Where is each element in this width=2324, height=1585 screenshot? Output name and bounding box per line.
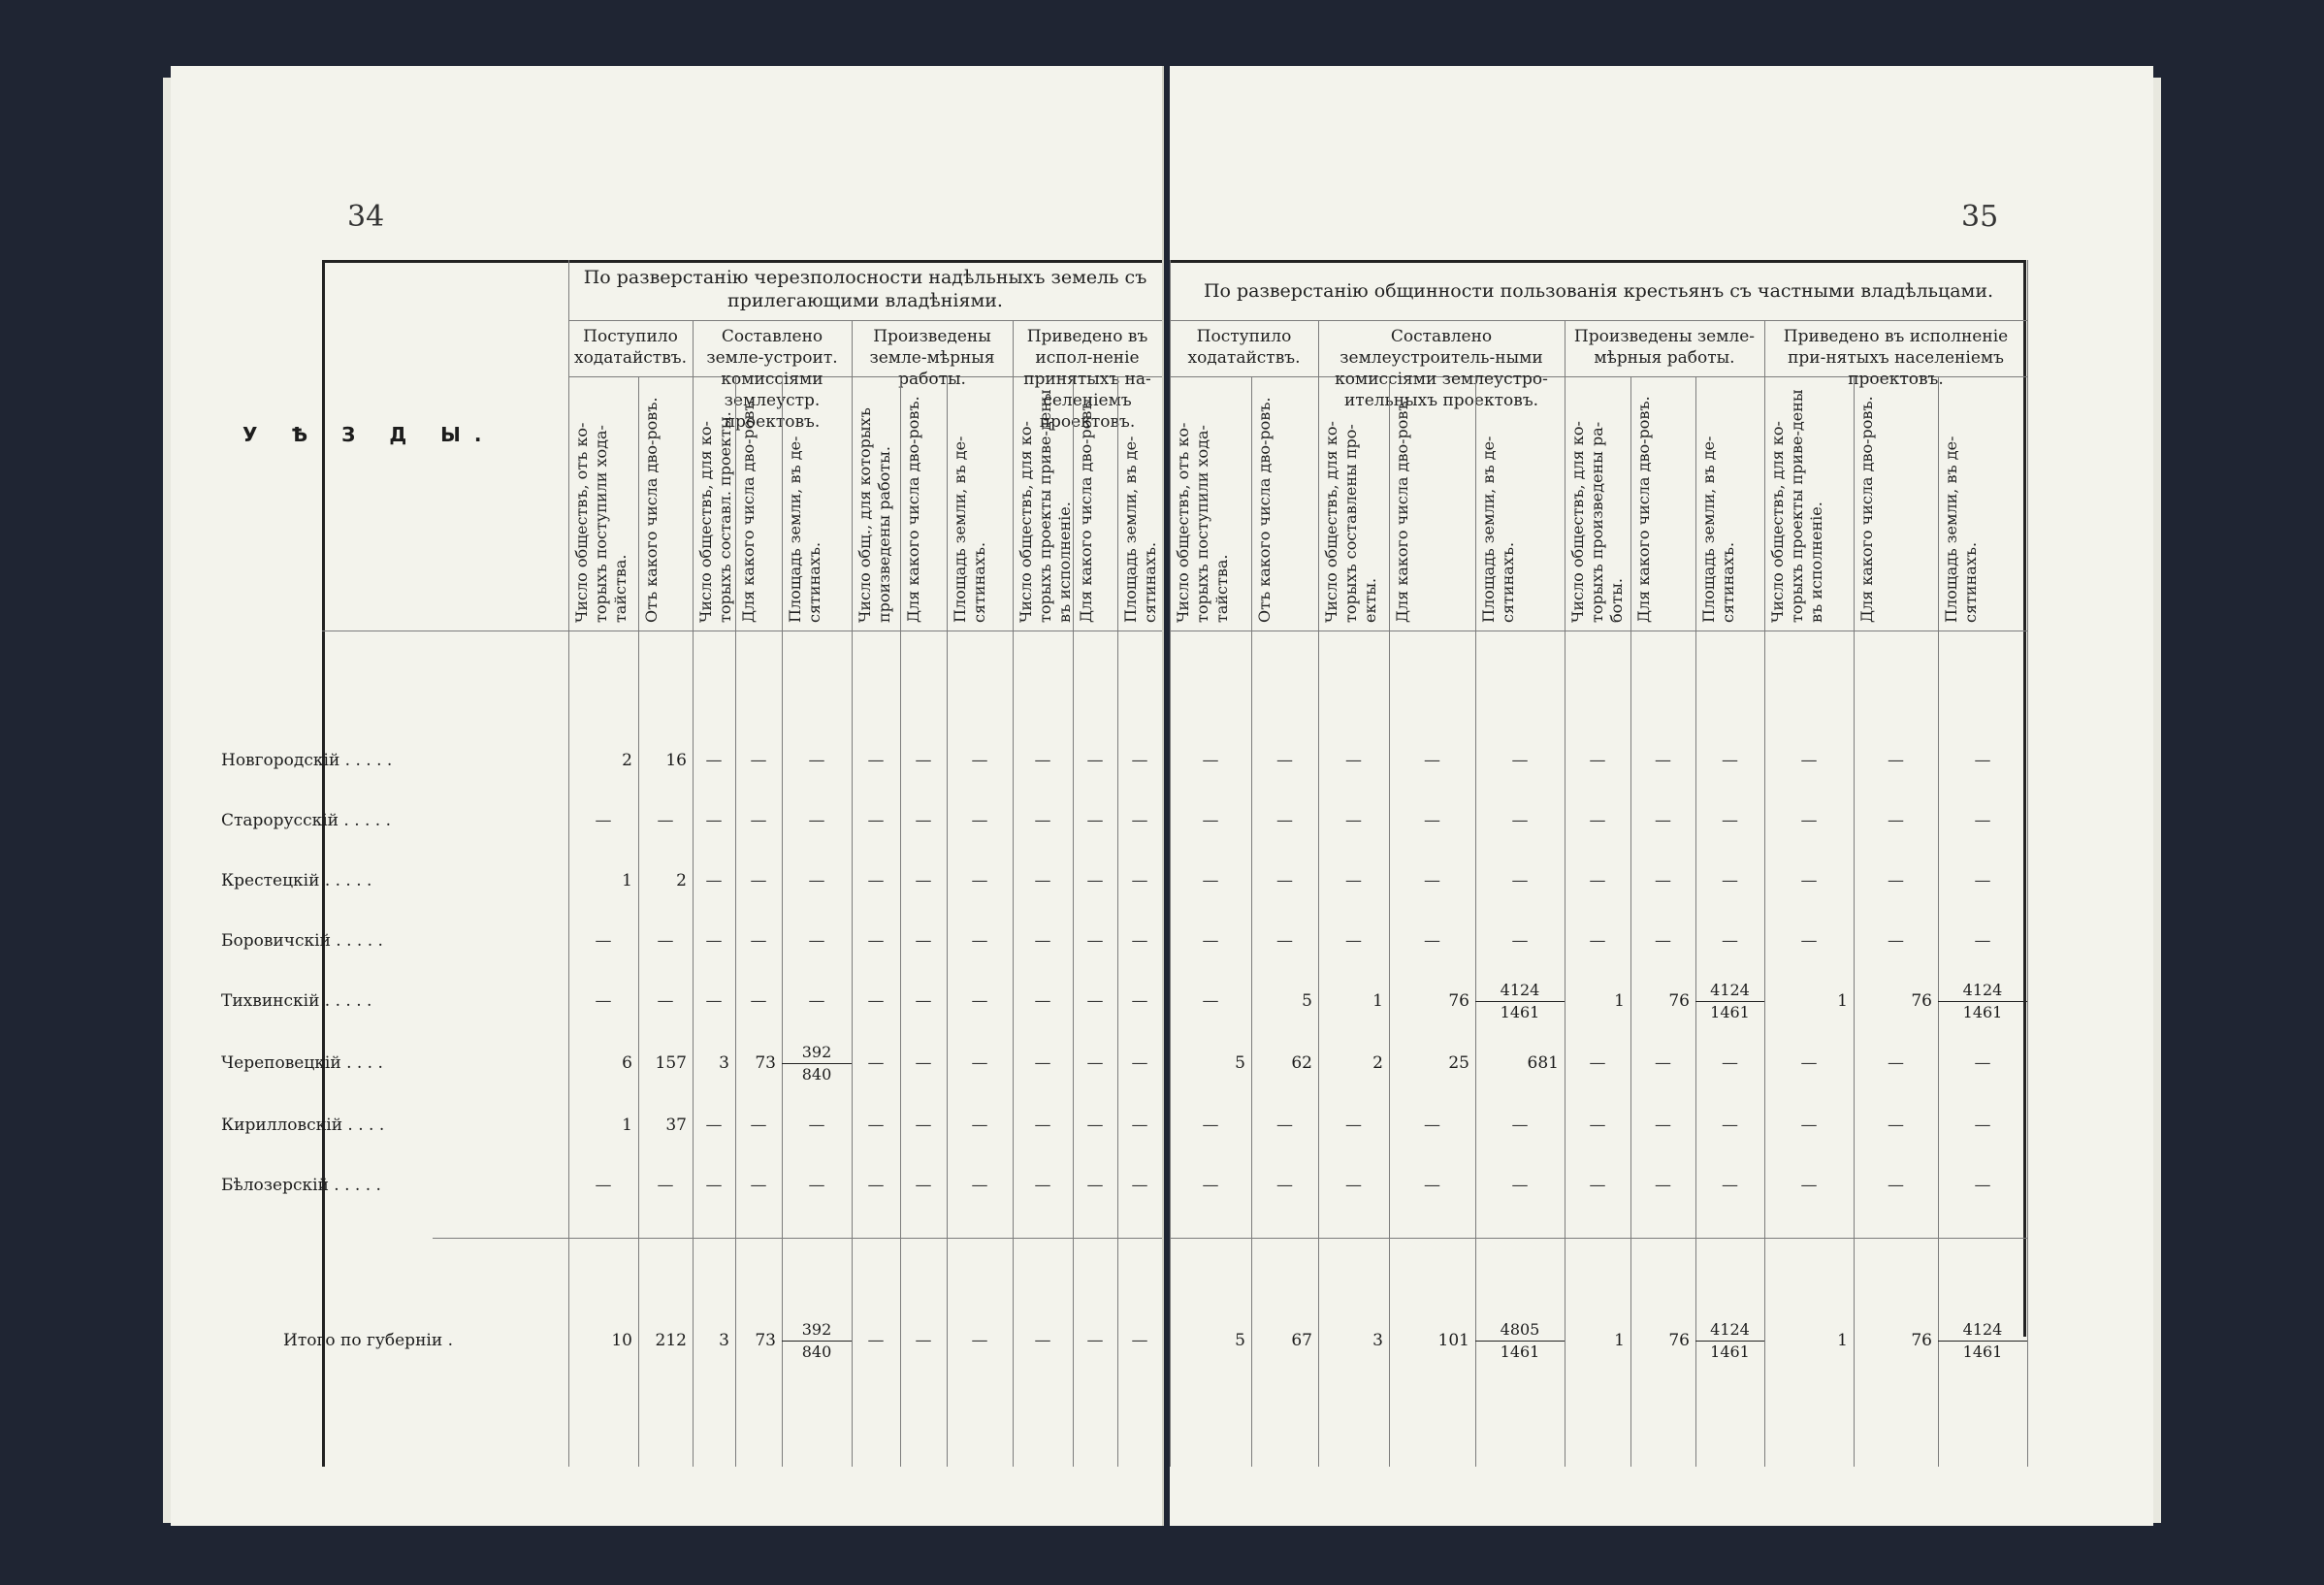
table-cell: — — [1131, 1176, 1148, 1195]
total-row-name: Итого по губерніи . — [283, 1331, 453, 1350]
table-cell: — — [915, 811, 932, 830]
table-cell: — — [750, 931, 767, 951]
column-heading-5: Площадь земли, въ де-сятинахъ. — [1479, 436, 1517, 623]
table-cell: 25 — [1448, 1053, 1469, 1073]
table-cell: — — [1800, 1176, 1818, 1195]
table-cell: — — [1722, 931, 1738, 951]
table-cell: — — [867, 811, 885, 830]
table-cell — [1695, 980, 1764, 1023]
table-cell: — — [1276, 931, 1293, 951]
right-table — [1170, 66, 2153, 1526]
table-cell: — — [750, 871, 767, 890]
table-top-rule — [1170, 260, 2023, 263]
table-cell: — — [1722, 1176, 1738, 1195]
table-cell: — — [1722, 751, 1738, 770]
table-cell: — — [867, 871, 885, 890]
table-cell: — — [1131, 931, 1148, 951]
table-cell: — — [915, 1053, 932, 1073]
total-cell: 5 — [1235, 1331, 1245, 1350]
table-cell: — — [971, 931, 988, 951]
column-rule — [1251, 376, 1252, 1467]
table-cell: — — [750, 811, 767, 830]
table-cell: — — [808, 1176, 825, 1195]
total-cell: 3 — [1372, 1331, 1383, 1350]
table-cell: — — [1589, 751, 1606, 770]
table-cell: 1 — [622, 871, 632, 890]
column-heading-10: Для какого числа дво-ровъ. — [1857, 396, 1876, 623]
table-cell: — — [971, 1116, 988, 1135]
total-cell: — — [867, 1331, 885, 1350]
table-cell: — — [808, 811, 825, 830]
group-heading-1: Поступило ходатайствъ. — [573, 327, 687, 368]
column-heading-3: Число обществъ, для ко-торыхъ составлены про-екты. — [1322, 421, 1379, 623]
table-cell: — — [1974, 811, 1991, 830]
table-cell: — — [705, 991, 723, 1011]
column-heading-11: Площадь земли, въ де-сятинахъ. — [1942, 436, 1980, 623]
table-cell: — — [1202, 811, 1219, 830]
table-cell: 3 — [719, 1053, 729, 1073]
table-cell: — — [1424, 811, 1440, 830]
table-cell: — — [1655, 811, 1671, 830]
table-cell: — — [1655, 1053, 1671, 1073]
table-cell: — — [1086, 1053, 1104, 1073]
table-cell: 1 — [622, 1116, 632, 1135]
table-cell: 37 — [665, 1116, 687, 1135]
column-heading-2: Отъ какого числа дво-ровъ. — [642, 397, 661, 623]
column-rule — [900, 376, 901, 1467]
table-cell: — — [1202, 991, 1219, 1011]
column-heading-10: Для какого числа дво-ровъ. — [1077, 396, 1095, 623]
table-cell: 76 — [1448, 991, 1469, 1011]
table-cell: — — [1034, 931, 1051, 951]
column-rule — [735, 376, 736, 1467]
table-cell: — — [1722, 1053, 1738, 1073]
total-cell: 3 — [719, 1331, 729, 1350]
total-cell — [782, 1319, 852, 1363]
total-cell: 67 — [1291, 1331, 1312, 1350]
right-page — [1170, 66, 2153, 1526]
table-cell: — — [1202, 1116, 1219, 1135]
row-name: Бѣлозерскій . . . . . — [221, 1176, 381, 1195]
table-cell: — — [750, 991, 767, 1011]
section-title: По разверстанію черезполосности надѣльныхъ земель съ прилегающими владѣніями. — [583, 267, 1147, 311]
table-cell: — — [1888, 811, 1904, 830]
column-rule — [1318, 376, 1319, 1467]
table-cell: — — [1034, 1053, 1051, 1073]
table-cell: — — [1888, 751, 1904, 770]
table-cell: 681 — [1527, 1053, 1559, 1073]
table-cell: — — [971, 871, 988, 890]
table-cell: 157 — [655, 1053, 687, 1073]
table-cell: — — [867, 991, 885, 1011]
column-heading-4: Для какого числа дво-ровъ. — [739, 396, 758, 623]
table-cell: 62 — [1291, 1053, 1312, 1073]
column-rule — [782, 376, 783, 1467]
column-rule — [1389, 376, 1390, 1467]
group-heading-2: Составлено землеустроитель-ными комиссіями землеустро-ительныхъ проектовъ. — [1335, 327, 1548, 410]
table-cell: — — [657, 931, 674, 951]
table-cell — [1938, 980, 2027, 1023]
table-cell: — — [971, 991, 988, 1011]
table-cell: — — [1424, 1176, 1440, 1195]
table-cell: — — [808, 871, 825, 890]
table-cell: — — [657, 1176, 674, 1195]
table-cell: — — [1131, 811, 1148, 830]
table-cell: — — [808, 991, 825, 1011]
total-cell — [1695, 1319, 1764, 1363]
table-cell: — — [1131, 991, 1148, 1011]
table-cell: — — [1131, 871, 1148, 890]
column-heading-7: Для какого числа дво-ровъ. — [904, 396, 922, 623]
table-cell: — — [1589, 1176, 1606, 1195]
total-cell: 212 — [655, 1331, 687, 1350]
table-cell: — — [1800, 931, 1818, 951]
table-cell: — — [1276, 751, 1293, 770]
table-cell: — — [1589, 811, 1606, 830]
table-cell: — — [1888, 1176, 1904, 1195]
total-cell — [1938, 1319, 2027, 1363]
total-cell: — — [971, 1331, 988, 1350]
table-cell: — — [595, 931, 612, 951]
table-cell: — — [1034, 1176, 1051, 1195]
fraction-numerator: 4124 — [1695, 980, 1764, 1002]
table-cell: — — [1974, 1116, 1991, 1135]
table-cell: — — [971, 1053, 988, 1073]
table-cell: — — [1888, 871, 1904, 890]
table-cell: — — [915, 1116, 932, 1135]
row-name: Тихвинскій . . . . . — [221, 991, 372, 1011]
table-cell: — — [1722, 811, 1738, 830]
table-cell: 6 — [622, 1053, 632, 1073]
table-cell: — — [1511, 811, 1529, 830]
fraction-numerator: 392 — [782, 1319, 852, 1342]
column-heading-6: Число общ., для которыхъ произведены работы. — [855, 407, 893, 623]
column-rule — [947, 376, 948, 1467]
table-cell: — — [1276, 871, 1293, 890]
fraction-numerator: 4805 — [1475, 1319, 1565, 1342]
table-cell: — — [1424, 931, 1440, 951]
table-cell: — — [1345, 811, 1362, 830]
table-cell: — — [915, 751, 932, 770]
column-rule — [1475, 376, 1476, 1467]
column-rule — [1854, 376, 1855, 1467]
column-rule — [1695, 376, 1696, 1467]
column-rule — [638, 376, 639, 1467]
table-cell: — — [1800, 1116, 1818, 1135]
group-heading-2: Составлено земле-устроит. комиссiями землеустр. проектовъ. — [706, 327, 838, 432]
column-heading-5: Площадь земли, въ де-сятинахъ. — [786, 436, 823, 623]
fraction-denominator: 1461 — [1710, 1342, 1750, 1361]
table-cell: — — [705, 1116, 723, 1135]
column-heading-3: Число обществъ, для ко-торыхъ составл. проекты. — [696, 411, 734, 623]
table-cell: — — [1974, 751, 1991, 770]
table-cell: — — [705, 1176, 723, 1195]
table-cell — [782, 1042, 852, 1085]
table-cell: 2 — [622, 751, 632, 770]
column-heading-7: Для какого числа дво-ровъ. — [1634, 396, 1653, 623]
total-cell: 10 — [611, 1331, 632, 1350]
table-cell: — — [1974, 871, 1991, 890]
table-cell: — — [1345, 871, 1362, 890]
row-name: Кирилловскій . . . . — [221, 1116, 385, 1135]
table-cell: — — [1424, 751, 1440, 770]
table-cell: 76 — [1911, 991, 1932, 1011]
table-cell: 2 — [676, 871, 687, 890]
table-cell — [1475, 980, 1565, 1023]
row-name: Крестецкій . . . . . — [221, 871, 372, 890]
table-cell: — — [1888, 931, 1904, 951]
table-cell: — — [971, 751, 988, 770]
column-heading-1: Число обществъ, отъ ко-торыхъ поступили хода-тайства. — [1174, 422, 1231, 623]
table-cell: — — [1424, 1116, 1440, 1135]
column-rule — [1013, 376, 1014, 1467]
table-cell: — — [1589, 1116, 1606, 1135]
table-cell: — — [867, 931, 885, 951]
table-cell: — — [705, 871, 723, 890]
table-cell: — — [1974, 1053, 1991, 1073]
table-cell: 1 — [1372, 991, 1383, 1011]
column-rule — [693, 376, 694, 1467]
column-rule — [1764, 376, 1765, 1467]
table-cell: — — [1800, 871, 1818, 890]
table-cell: — — [915, 1176, 932, 1195]
table-cell: — — [705, 811, 723, 830]
table-cell: — — [1131, 751, 1148, 770]
table-cell: — — [1511, 1176, 1529, 1195]
total-cell: 1 — [1614, 1331, 1625, 1350]
table-cell: — — [1345, 1116, 1362, 1135]
table-cell: 76 — [1668, 991, 1690, 1011]
column-rule — [852, 376, 853, 1467]
totals-rule — [1170, 1238, 2027, 1239]
table-cell: — — [915, 931, 932, 951]
table-cell: — — [1034, 751, 1051, 770]
group-heading-3: Произведены земле-мѣрныя работы. — [1573, 327, 1756, 368]
page-number-right: 35 — [1961, 200, 1999, 234]
table-cell: — — [705, 931, 723, 951]
table-cell: — — [1655, 1116, 1671, 1135]
total-cell: — — [1086, 1331, 1104, 1350]
table-cell: — — [1086, 811, 1104, 830]
table-cell: — — [808, 1116, 825, 1135]
table-cell: — — [1086, 931, 1104, 951]
row-name: Череповецкій . . . . — [221, 1053, 383, 1073]
fraction-denominator: 1461 — [1962, 1003, 2003, 1021]
fraction-numerator: 4124 — [1695, 1319, 1764, 1342]
table-cell: — — [867, 1053, 885, 1073]
table-cell: — — [595, 811, 612, 830]
table-cell: — — [595, 1176, 612, 1195]
table-cell: — — [867, 1116, 885, 1135]
table-cell: — — [1800, 811, 1818, 830]
table-cell: — — [1202, 751, 1219, 770]
table-cell: — — [750, 751, 767, 770]
column-rule — [1938, 376, 1939, 1467]
table-cell: — — [1589, 1053, 1606, 1073]
table-cell: — — [971, 811, 988, 830]
table-cell: — — [1722, 871, 1738, 890]
table-cell: — — [1086, 1116, 1104, 1135]
column-heading-11: Площадь земли, въ де-сятинахъ. — [1121, 436, 1159, 623]
left-table — [171, 66, 1162, 1526]
table-cell: — — [1034, 991, 1051, 1011]
total-cell: 1 — [1837, 1331, 1848, 1350]
fraction-denominator: 1461 — [1710, 1003, 1750, 1021]
table-cell: — — [657, 811, 674, 830]
table-cell: 5 — [1235, 1053, 1245, 1073]
fraction-denominator: 840 — [801, 1342, 832, 1361]
section-title: По разверстанію общинности пользованія крестьянъ съ частными владѣльцами. — [1203, 280, 1994, 302]
table-cell: — — [1655, 751, 1671, 770]
table-cell: — — [1202, 871, 1219, 890]
table-cell: — — [1589, 871, 1606, 890]
left-page — [171, 66, 1164, 1526]
table-cell: — — [1511, 1116, 1529, 1135]
column-rule — [1117, 376, 1118, 1467]
total-cell: — — [1034, 1331, 1051, 1350]
table-cell: — — [1131, 1116, 1148, 1135]
table-cell: — — [808, 931, 825, 951]
page-number-left: 34 — [347, 200, 385, 234]
table-cell: — — [1722, 1116, 1738, 1135]
table-cell: — — [1800, 751, 1818, 770]
table-cell: — — [1655, 871, 1671, 890]
table-cell: — — [1424, 871, 1440, 890]
table-cell: — — [1800, 1053, 1818, 1073]
table-cell: 1 — [1614, 991, 1625, 1011]
table-cell: — — [1086, 991, 1104, 1011]
table-cell: — — [1131, 1053, 1148, 1073]
group-heading-3: Произведены земле-мѣрныя работы. — [869, 327, 995, 389]
total-cell: — — [915, 1331, 932, 1350]
header-rule — [1170, 320, 2027, 321]
table-cell: — — [1276, 811, 1293, 830]
total-cell: — — [1131, 1331, 1148, 1350]
group-heading-1: Поступило ходатайствъ. — [1187, 327, 1301, 368]
total-cell: 76 — [1911, 1331, 1932, 1350]
table-cell: — — [1974, 1176, 1991, 1195]
table-cell: — — [971, 1176, 988, 1195]
table-cell: — — [915, 871, 932, 890]
column-heading-2: Отъ какого числа дво-ровъ. — [1255, 397, 1274, 623]
table-cell: — — [1655, 1176, 1671, 1195]
group-heading-4: Приведено въ исполненіе при-нятыхъ населеніемъ проектовъ. — [1783, 327, 2009, 389]
column-heading-1: Число обществъ, отъ ко-торыхъ поступили хода-тайства. — [572, 422, 629, 623]
table-cell: — — [1511, 751, 1529, 770]
fraction-numerator: 4124 — [1938, 1319, 2027, 1342]
table-cell: — — [1345, 931, 1362, 951]
table-cell: — — [1202, 1176, 1219, 1195]
table-cell: — — [1276, 1176, 1293, 1195]
total-cell: 101 — [1437, 1331, 1469, 1350]
table-cell: — — [1034, 1116, 1051, 1135]
table-cell: — — [1086, 871, 1104, 890]
column-rule — [568, 260, 569, 1467]
row-name: Старорусскій . . . . . — [221, 811, 392, 830]
table-cell: 1 — [1837, 991, 1848, 1011]
table-cell: — — [1511, 931, 1529, 951]
table-cell: — — [595, 991, 612, 1011]
column-heading-8: Площадь земли, въ де-сятинахъ. — [1699, 436, 1737, 623]
table-cell: — — [1655, 931, 1671, 951]
table-cell: — — [867, 1176, 885, 1195]
total-cell: 73 — [755, 1331, 776, 1350]
row-name: Новгородскій . . . . . — [221, 751, 393, 770]
table-cell: — — [1888, 1053, 1904, 1073]
table-cell: 2 — [1372, 1053, 1383, 1073]
column-heading-8: Площадь земли, въ де-сятинахъ. — [951, 436, 988, 623]
column-rule — [2027, 260, 2028, 1467]
table-cell: — — [1345, 751, 1362, 770]
header-rule — [568, 320, 1162, 321]
column-rule — [1170, 260, 1171, 1467]
table-cell: — — [750, 1176, 767, 1195]
totals-rule — [433, 1238, 1162, 1239]
fraction-denominator: 840 — [801, 1065, 832, 1084]
group-heading-4: Приведено въ испол-неніе принятыхъ на-селеніемъ проектовъ. — [1023, 327, 1151, 432]
column-heading-6: Число обществъ, для ко-торыхъ произведены ра-боты. — [1568, 421, 1626, 623]
table-cell: — — [1034, 871, 1051, 890]
table-top-rule — [322, 260, 1162, 263]
row-name: Боровичскій . . . . . — [221, 931, 383, 951]
table-cell: — — [1086, 1176, 1104, 1195]
table-cell: — — [750, 1116, 767, 1135]
column-rule — [1162, 260, 1163, 1467]
table-cell: — — [1888, 1116, 1904, 1135]
table-cell: — — [1345, 1176, 1362, 1195]
fraction-denominator: 1461 — [1962, 1342, 2003, 1361]
table-cell: — — [1974, 931, 1991, 951]
column-heading-4: Для какого числа дво-ровъ. — [1393, 396, 1411, 623]
table-cell: — — [657, 991, 674, 1011]
table-cell: — — [1589, 931, 1606, 951]
table-cell: — — [1034, 811, 1051, 830]
column-label-uezdy: У Ѣ З Д Ы. — [242, 423, 496, 446]
column-rule — [1630, 376, 1631, 1467]
fraction-denominator: 1461 — [1500, 1342, 1540, 1361]
column-heading-9: Число обществъ, для ко-торыхъ проекты приве-дены въ исполненіе. — [1017, 389, 1074, 623]
table-cell: — — [1086, 751, 1104, 770]
column-heading-9: Число обществъ, для ко-торыхъ проекты приве-дены въ исполненіе. — [1768, 389, 1825, 623]
table-cell: 73 — [755, 1053, 776, 1073]
table-cell: — — [1511, 871, 1529, 890]
table-cell: 16 — [665, 751, 687, 770]
table-cell: — — [1202, 931, 1219, 951]
table-cell: 5 — [1302, 991, 1312, 1011]
table-cell: — — [915, 991, 932, 1011]
table-cell: — — [1276, 1116, 1293, 1135]
total-cell: 76 — [1668, 1331, 1690, 1350]
fraction-numerator: 392 — [782, 1042, 852, 1064]
table-cell: — — [808, 751, 825, 770]
table-cell: — — [705, 751, 723, 770]
fraction-numerator: 4124 — [1938, 980, 2027, 1002]
fraction-denominator: 1461 — [1500, 1003, 1540, 1021]
total-cell — [1475, 1319, 1565, 1363]
fraction-numerator: 4124 — [1475, 980, 1565, 1002]
table-cell: — — [867, 751, 885, 770]
